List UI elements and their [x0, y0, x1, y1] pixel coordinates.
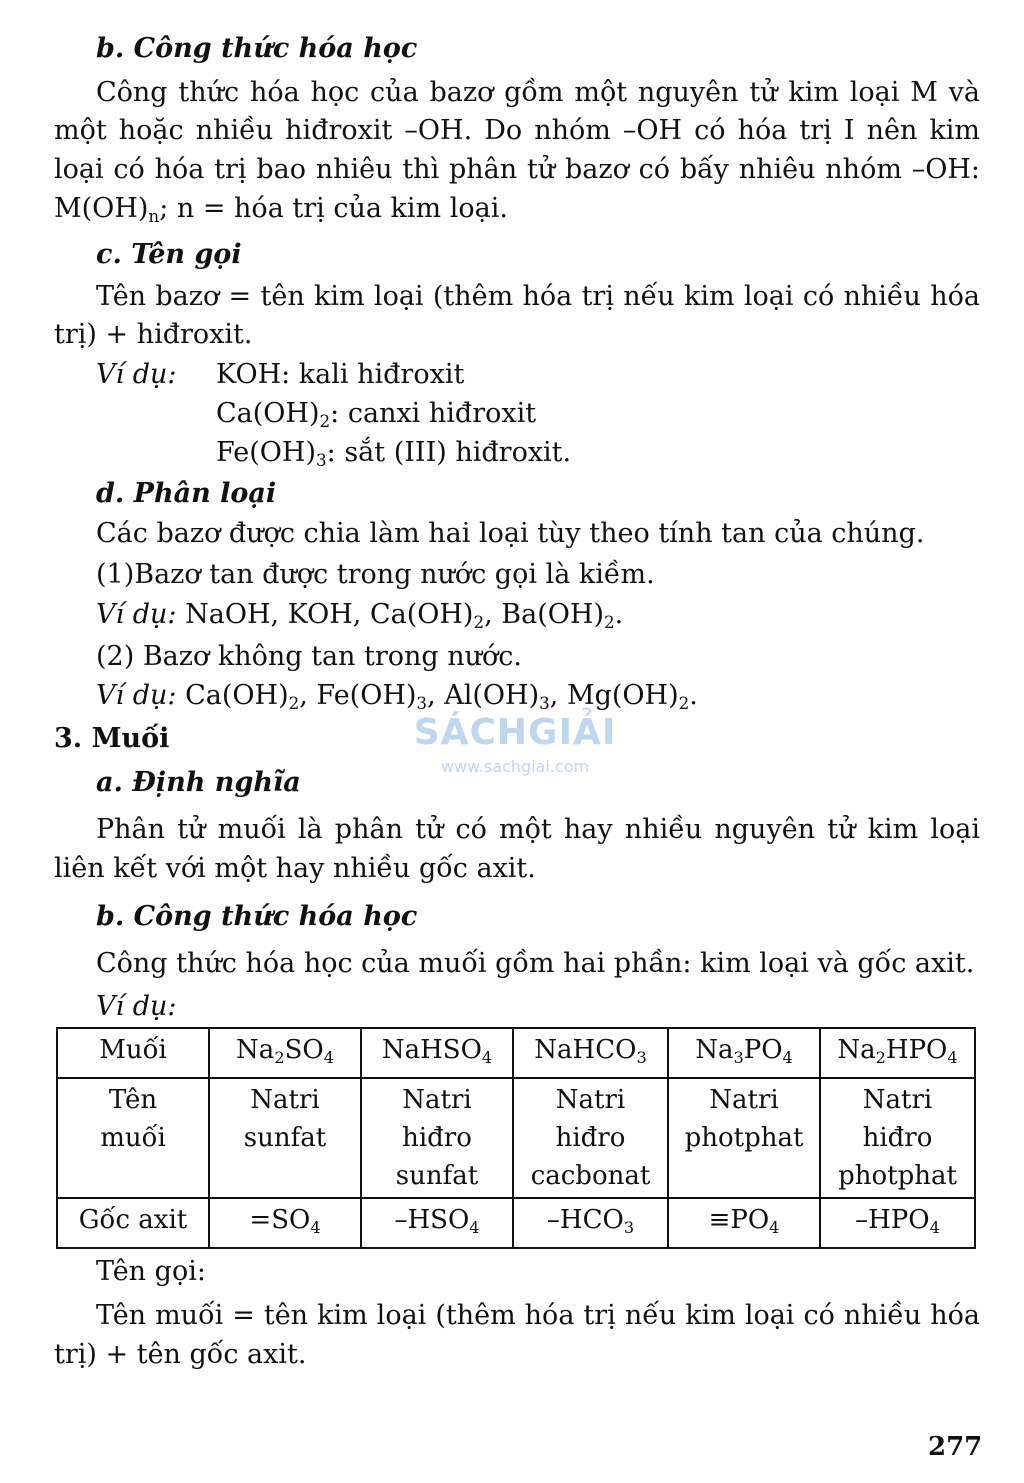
watermark-logo: SÁCHGIẢI [413, 712, 617, 753]
radical-cell [820, 1198, 975, 1248]
formula-text: =SO [249, 1205, 311, 1235]
formula-cell [513, 1028, 668, 1078]
table-header-cell [57, 1078, 209, 1198]
paragraph-line: liên kết với một hay nhiều gốc axit. [54, 853, 536, 884]
cell-line: hiđro [862, 1123, 933, 1153]
formula-cell [668, 1028, 820, 1078]
heading-muoi-definition: a. Định nghĩa [96, 767, 301, 798]
formula-text: , Mg(OH) [549, 680, 679, 711]
formula-subscript: 2 [473, 612, 485, 633]
paragraph-line: Tên bazơ = tên kim loại (thêm hóa trị nếu kim loại có nhiều hóa [96, 281, 980, 312]
cell-line: hiđro [555, 1123, 626, 1153]
name-cell [668, 1078, 820, 1198]
watermark-url: www.sachgiai.com [440, 757, 590, 776]
cell-line: sunfat [243, 1123, 327, 1153]
formula-text: , Al(OH) [427, 680, 540, 711]
formula-subscript: 4 [929, 1217, 940, 1237]
heading-muoi: 3. Muối [54, 723, 170, 754]
example-line: Ví dụ: NaOH, KOH, $Ca(OH)_2$, $Ba(OH)_2$. [96, 599, 624, 633]
formula-list [185, 680, 698, 714]
formula-text: . [689, 680, 698, 711]
table-row-name [57, 1078, 975, 1198]
cell-line: Natri [555, 1085, 626, 1115]
formula-text: NaOH, KOH, Ca(OH) [185, 599, 474, 630]
formula-text: , Fe(OH) [299, 680, 417, 711]
cell-line: sunfat [395, 1161, 479, 1191]
paragraph-line: Các bazơ được chia làm hai loại tùy theo tính tan của chúng. [96, 518, 925, 549]
formula-subscript: 4 [481, 1047, 493, 1067]
formula-subscript: 4 [947, 1047, 958, 1067]
example-item: KOH: kali hiđroxit [216, 359, 465, 390]
formula-subscript: 3 [539, 693, 550, 714]
naming-label: Tên gọi: [96, 1256, 206, 1287]
formula-text: –HPO [855, 1205, 930, 1235]
heading-bazo-naming: c. Tên gọi [96, 239, 242, 270]
formula-subscript: 2 [678, 693, 690, 714]
example-line: Ví dụ: $Ca(OH)_2$, $Fe(OH)_3$, $Al(OH)_3$, $Mg(OH)_2$. [96, 680, 698, 714]
name-cell [820, 1078, 975, 1198]
formula-subscript: 3 [636, 1047, 647, 1067]
formula-subscript: 4 [310, 1217, 321, 1237]
formula-subscript: 3 [623, 1217, 635, 1237]
formula-cell [209, 1028, 361, 1078]
table-header-cell: Gốc axit [57, 1198, 209, 1248]
formula-text: , Ba(OH) [484, 599, 604, 630]
formula-subscript: 4 [782, 1047, 793, 1067]
radical-cell [668, 1198, 820, 1248]
formula-text: –HSO [394, 1205, 470, 1235]
name-cell [361, 1078, 513, 1198]
cell-line: Natri [402, 1085, 472, 1115]
formula-text: PO [743, 1035, 783, 1065]
name-cell [209, 1078, 361, 1198]
paragraph-line: Tên muối = tên kim loại (thêm hóa trị nếu kim loại có nhiều hóa [96, 1300, 980, 1331]
paragraph-line: Công thức hóa học của muối gồm hai phần: kim loại và gốc axit. [96, 948, 975, 979]
formula-cell [820, 1028, 975, 1078]
paragraph-line: $M(OH)_n$; n = hóa trị của kim loại. [54, 193, 508, 227]
formula-text: Ca(OH) [185, 680, 289, 711]
example-label: Ví dụ: [96, 359, 177, 390]
paragraph-line: (2) Bazơ không tan trong nước. [96, 641, 523, 672]
cell-line: Natri [709, 1085, 779, 1115]
formula-list [185, 599, 624, 633]
formula-subscript: 2 [875, 1047, 886, 1067]
formula-text: Na [837, 1035, 876, 1065]
formula-subscript: 3 [733, 1047, 744, 1067]
page-number: 277 [928, 1432, 983, 1462]
paragraph-line: Công thức hóa học của bazơ gồm một nguyên tử kim loại M và [96, 77, 980, 108]
paragraph-line: trị) + hiđroxit. [54, 319, 253, 350]
formula-text: –HCO [546, 1205, 624, 1235]
paragraph-line: trị) + tên gốc axit. [54, 1339, 307, 1370]
radical-cell [361, 1198, 513, 1248]
formula-subscript: 4 [769, 1217, 780, 1237]
formula-text: NaHSO [381, 1035, 482, 1065]
formula-text: Na [695, 1035, 734, 1065]
heading-bazo-classification: d. Phân loại [96, 478, 277, 509]
paragraph-line: (1)Bazơ tan được trong nước gọi là kiềm. [96, 559, 655, 590]
cell-line: cacbonat [530, 1161, 651, 1191]
formula-text: ≡PO [708, 1205, 770, 1235]
paragraph-line: Phân tử muối là phân tử có một hay nhiều nguyên tử kim loại [96, 814, 980, 845]
heading-bazo-formula: b. Công thức hóa học [96, 33, 418, 64]
formula-subscript: 2 [603, 612, 615, 633]
heading-muoi-formula: b. Công thức hóa học [96, 901, 418, 932]
formula-text: . [614, 599, 624, 630]
formula-subscript: 3 [416, 693, 428, 714]
formula-subscript: 2 [288, 693, 300, 714]
salt-table [56, 1027, 976, 1249]
cell-line: muối [100, 1123, 166, 1153]
table-row-formula [57, 1028, 975, 1078]
cell-line: Tên [108, 1085, 158, 1115]
watermark [410, 712, 620, 776]
example-item: $Fe(OH)_3$: sắt (III) hiđroxit. [216, 437, 572, 471]
cell-line: Natri [862, 1085, 933, 1115]
example-item: $Ca(OH)_2$: canxi hiđroxit [216, 398, 537, 432]
cell-line: photphat [838, 1161, 957, 1191]
radical-cell [209, 1198, 361, 1248]
table-row-radical [57, 1198, 975, 1248]
formula-cell [361, 1028, 513, 1078]
formula-text: NaHCO [534, 1035, 637, 1065]
formula-text: Na [236, 1035, 275, 1065]
formula-subscript: 4 [323, 1047, 334, 1067]
formula-subscript: 2 [274, 1047, 285, 1067]
radical-cell [513, 1198, 668, 1248]
name-cell [513, 1078, 668, 1198]
formula-text: HPO [885, 1035, 948, 1065]
cell-line: photphat [684, 1123, 804, 1153]
paragraph-line: một hoặc nhiều hiđroxit –OH. Do nhóm –OH có hóa trị I nên kim [54, 115, 980, 146]
table-header-cell: Muối [57, 1028, 209, 1078]
formula-subscript: 4 [469, 1217, 480, 1237]
paragraph-line: loại có hóa trị bao nhiêu thì phân tử bazơ có bấy nhiêu nhóm –OH: [54, 154, 980, 185]
formula-text: SO [284, 1035, 324, 1065]
example-label: Ví dụ: [96, 991, 177, 1022]
cell-line: Natri [250, 1085, 320, 1115]
cell-line: hiđro [402, 1123, 472, 1153]
